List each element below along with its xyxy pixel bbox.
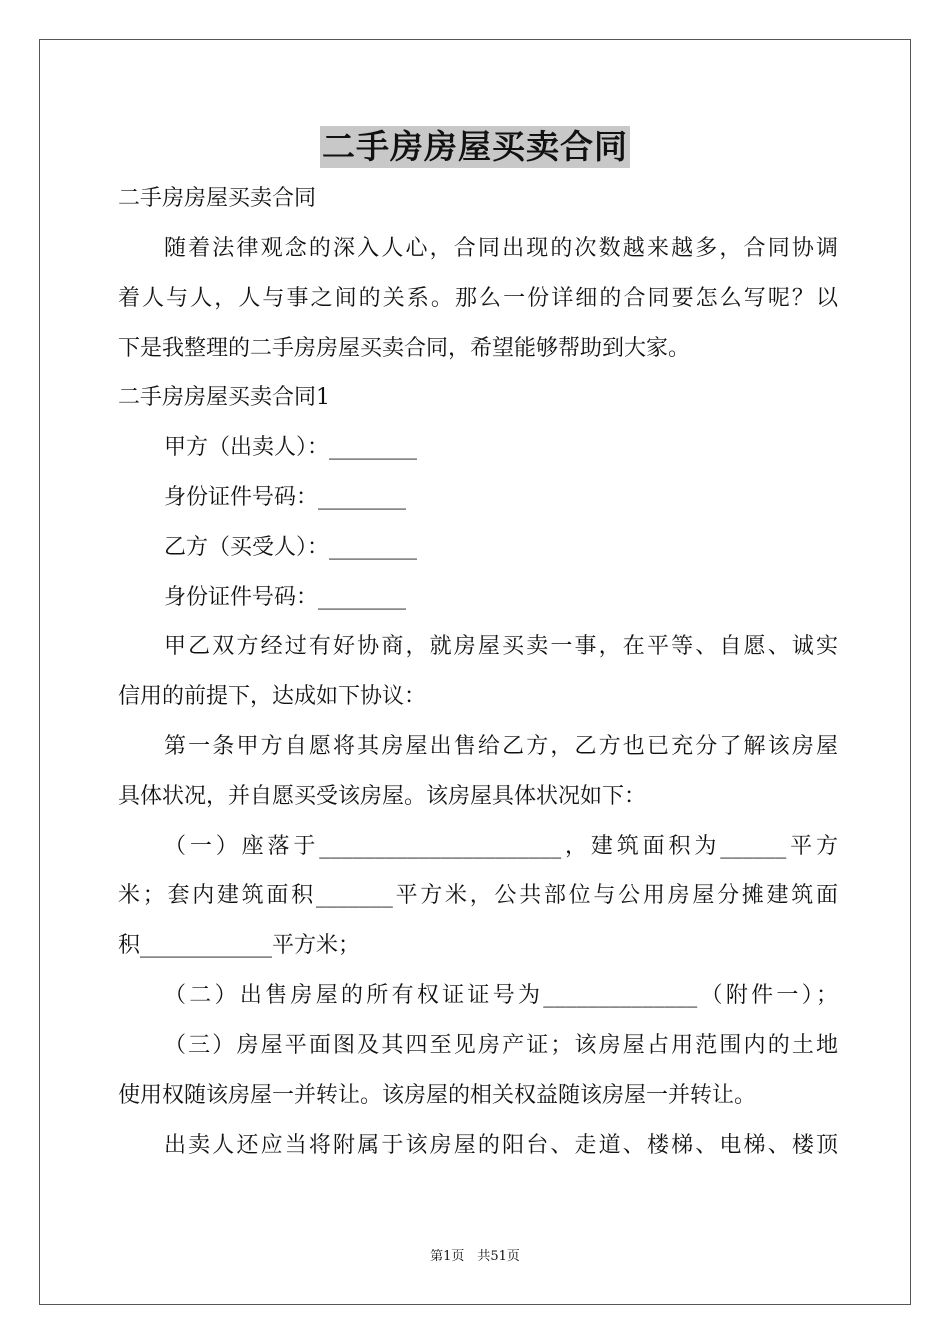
page-number: 第1页 共51页 [430,1249,520,1264]
paragraph-line: 信用的前提下，达成如下协议： [118,684,427,709]
paragraph-line: 出卖人还应当将附属于该房屋的阳台、走道、楼梯、电梯、楼顶 [164,1133,838,1158]
form-line-buyer-id: 身份证件号码：________ [164,585,407,610]
title-container [0,126,950,168]
paragraph-line: 米；套内建筑面积_______平方米，公共部位与公用房屋分摊建筑面 [118,883,838,908]
page-border [39,39,911,1305]
section-heading: 二手房房屋买卖合同1 [118,385,330,410]
form-line-seller-id: 身份证件号码：________ [164,485,407,510]
paragraph-line: 下是我整理的二手房房屋买卖合同，希望能够帮助到大家。 [118,336,691,361]
form-line-seller: 甲方（出卖人）：________ [164,435,418,460]
paragraph-line: 着人与人，人与事之间的关系。那么一份详细的合同要怎么写呢？以 [118,286,838,311]
form-line-buyer: 乙方（买受人）：________ [164,535,418,560]
paragraph-line: （二）出售房屋的所有权证证号为______________（附件一）； [164,983,838,1008]
paragraph-line: （一）座落于______________________，建筑面积为______平方 [164,834,838,859]
paragraph-line: 使用权随该房屋一并转让。该房屋的相关权益随该房屋一并转让。 [118,1083,757,1108]
paragraph-line: 第一条甲方自愿将其房屋出售给乙方，乙方也已充分了解该房屋 [164,734,838,759]
section-heading: 二手房房屋买卖合同 [118,186,317,211]
paragraph-line: 具体状况，并自愿买受该房屋。该房屋具体状况如下： [118,784,647,809]
paragraph-line: 积____________平方米； [118,933,361,958]
document-title: 二手房房屋买卖合同 [322,127,628,166]
paragraph-line: （三）房屋平面图及其四至见房产证；该房屋占用范围内的土地 [164,1033,838,1058]
paragraph-line: 甲乙双方经过有好协商，就房屋买卖一事，在平等、自愿、诚实 [164,634,838,659]
paragraph-line: 随着法律观念的深入人心，合同出现的次数越来越多，合同协调 [164,236,838,261]
